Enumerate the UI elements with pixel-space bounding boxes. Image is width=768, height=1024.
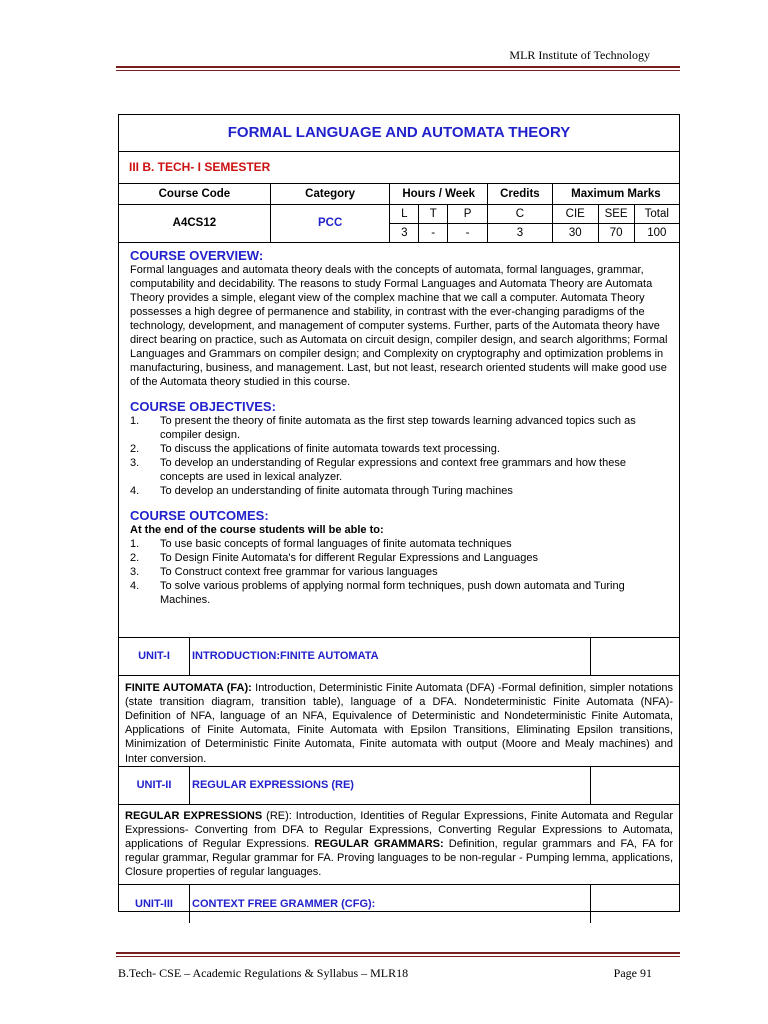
value-see: 70	[598, 223, 634, 242]
semester-label: III B. TECH- I SEMESTER	[129, 160, 271, 174]
sub-cie: CIE	[552, 204, 598, 223]
list-item: 3. To develop an understanding of Regular expressions and context free grammars and how these concepts are used in lexical analyzer.	[130, 456, 626, 483]
page-number: Page 91	[613, 966, 652, 980]
list-item: 2. To discuss the applications of finite automata towards text processing.	[130, 442, 500, 455]
footer-rule	[116, 952, 680, 954]
header-rule-thin	[116, 70, 680, 71]
outcomes-lead: At the end of the course students will be able to:	[130, 523, 384, 536]
sub-l: L	[390, 204, 419, 223]
list-item: 4. To solve various problems of applying normal form techniques, push down automata and Turing Machines.	[130, 579, 625, 606]
sub-p: P	[448, 204, 488, 223]
overview-text: Formal languages and automata theory deals with the concepts of automata, formal languages, grammar, computability and decidability. The reasons to study Formal Languages and Automata Theory are Automata Theory provides a simple, elegant view of the complex machine that we call a computer. Automata Theory possesses a high degree of permanence and stability, in contrast with the ever-changing paradigms of the technology, development, and management of computer systems. Further, parts of the Automata theory have direct bearing on practice, such as Automata on circuit design, compiler design, and search algorithms; Formal Languages and Grammars on compiler design; and Complexity on cryptography and optimization problems in manufacturing, business, and management. Last, but not least, research oriented students will make good use of the Automata theory studied in this course.	[130, 263, 668, 388]
unit-2-header	[119, 767, 679, 805]
syllabus-sheet	[118, 114, 680, 912]
value-p: -	[448, 223, 488, 242]
header-credits: Credits	[487, 184, 552, 204]
header-hours: Hours / Week	[390, 184, 488, 204]
header-category: Category	[270, 184, 390, 204]
unit-title: REGULAR EXPRESSIONS (RE)	[190, 767, 591, 804]
footer-rule-thin	[116, 956, 680, 957]
unit-label: UNIT-I	[119, 638, 190, 675]
semester-row	[119, 152, 679, 184]
unit-label: UNIT-III	[119, 885, 190, 923]
unit-1-body: FINITE AUTOMATA (FA): Introduction, Deterministic Finite Automata (DFA) -Formal definition, simpler notations (state transition diagram, transition table), language of a DFA. Nondeterministic Finite Automata (NFA)- Definition of NFA, language of an NFA, Equivalence of Deterministic and Nondeterministic Finite Automata, Applications of Finite Automata, Finite Automata with Epsilon Transitions, Eliminating Epsilon transitions, Minimization of Deterministic Finite Automata, Finite automata with output (Moore and Mealy machines) and Inter conversion.	[119, 676, 679, 767]
unit-hours-cell	[591, 767, 679, 804]
institution-name: MLR Institute of Technology	[509, 48, 650, 62]
objectives-list	[130, 414, 679, 498]
list-item: 2. To Design Finite Automata's for different Regular Expressions and Languages	[130, 551, 538, 564]
unit-title: CONTEXT FREE GRAMMER (CFG):	[190, 885, 591, 923]
value-l: 3	[390, 223, 419, 242]
header-rule	[116, 66, 680, 68]
sub-total: Total	[634, 204, 679, 223]
list-item: 1. To use basic concepts of formal languages of finite automata techniques	[130, 537, 512, 550]
unit-hours-cell	[591, 885, 679, 923]
value-cie: 30	[552, 223, 598, 242]
overview-heading: COURSE OVERVIEW:	[130, 247, 264, 263]
title-row	[119, 115, 679, 152]
header-course-code: Course Code	[119, 184, 270, 204]
unit-1-header	[119, 638, 679, 676]
list-item: 4. To develop an understanding of finite automata through Turing machines	[130, 484, 513, 497]
sub-t: T	[419, 204, 448, 223]
value-c: 3	[487, 223, 552, 242]
unit-2-body: REGULAR EXPRESSIONS (RE): Introduction, Identities of Regular Expressions, Finite Automata and Regular Expressions- Converting from DFA to Regular Expressions, Converting Regular Expressions to Automata, applications of Regular Expressions. REGULAR GRAMMARS: Definition, regular grammars and FA, FA for regular grammar, Regular grammar for FA. Proving languages to be non-regular - Pumping lemma, applications, Closure properties of regular languages.	[119, 805, 679, 885]
outcomes-heading: COURSE OUTCOMES:	[130, 507, 269, 523]
course-code-value: A4CS12	[119, 204, 270, 242]
unit-3-header	[119, 885, 679, 923]
course-description-block	[119, 243, 679, 638]
course-title: FORMAL LANGUAGE AND AUTOMATA THEORY	[227, 124, 571, 141]
list-item: 1. To present the theory of finite automata as the first step towards learning advanced topics such as compiler design.	[130, 414, 636, 441]
unit-title: INTRODUCTION:FINITE AUTOMATA	[190, 638, 591, 675]
list-item: 3. To Construct context free grammar for various languages	[130, 565, 438, 578]
sub-c: C	[487, 204, 552, 223]
objectives-heading: COURSE OBJECTIVES:	[130, 398, 276, 414]
outcomes-list	[130, 537, 679, 607]
value-total: 100	[634, 223, 679, 242]
course-details-table	[119, 184, 679, 243]
header-max-marks: Maximum Marks	[552, 184, 679, 204]
footer-document-title: B.Tech- CSE – Academic Regulations & Syllabus – MLR18	[118, 966, 409, 980]
category-value: PCC	[270, 204, 390, 242]
unit-hours-cell	[591, 638, 679, 675]
unit-label: UNIT-II	[119, 767, 190, 804]
value-t: -	[419, 223, 448, 242]
sub-see: SEE	[598, 204, 634, 223]
